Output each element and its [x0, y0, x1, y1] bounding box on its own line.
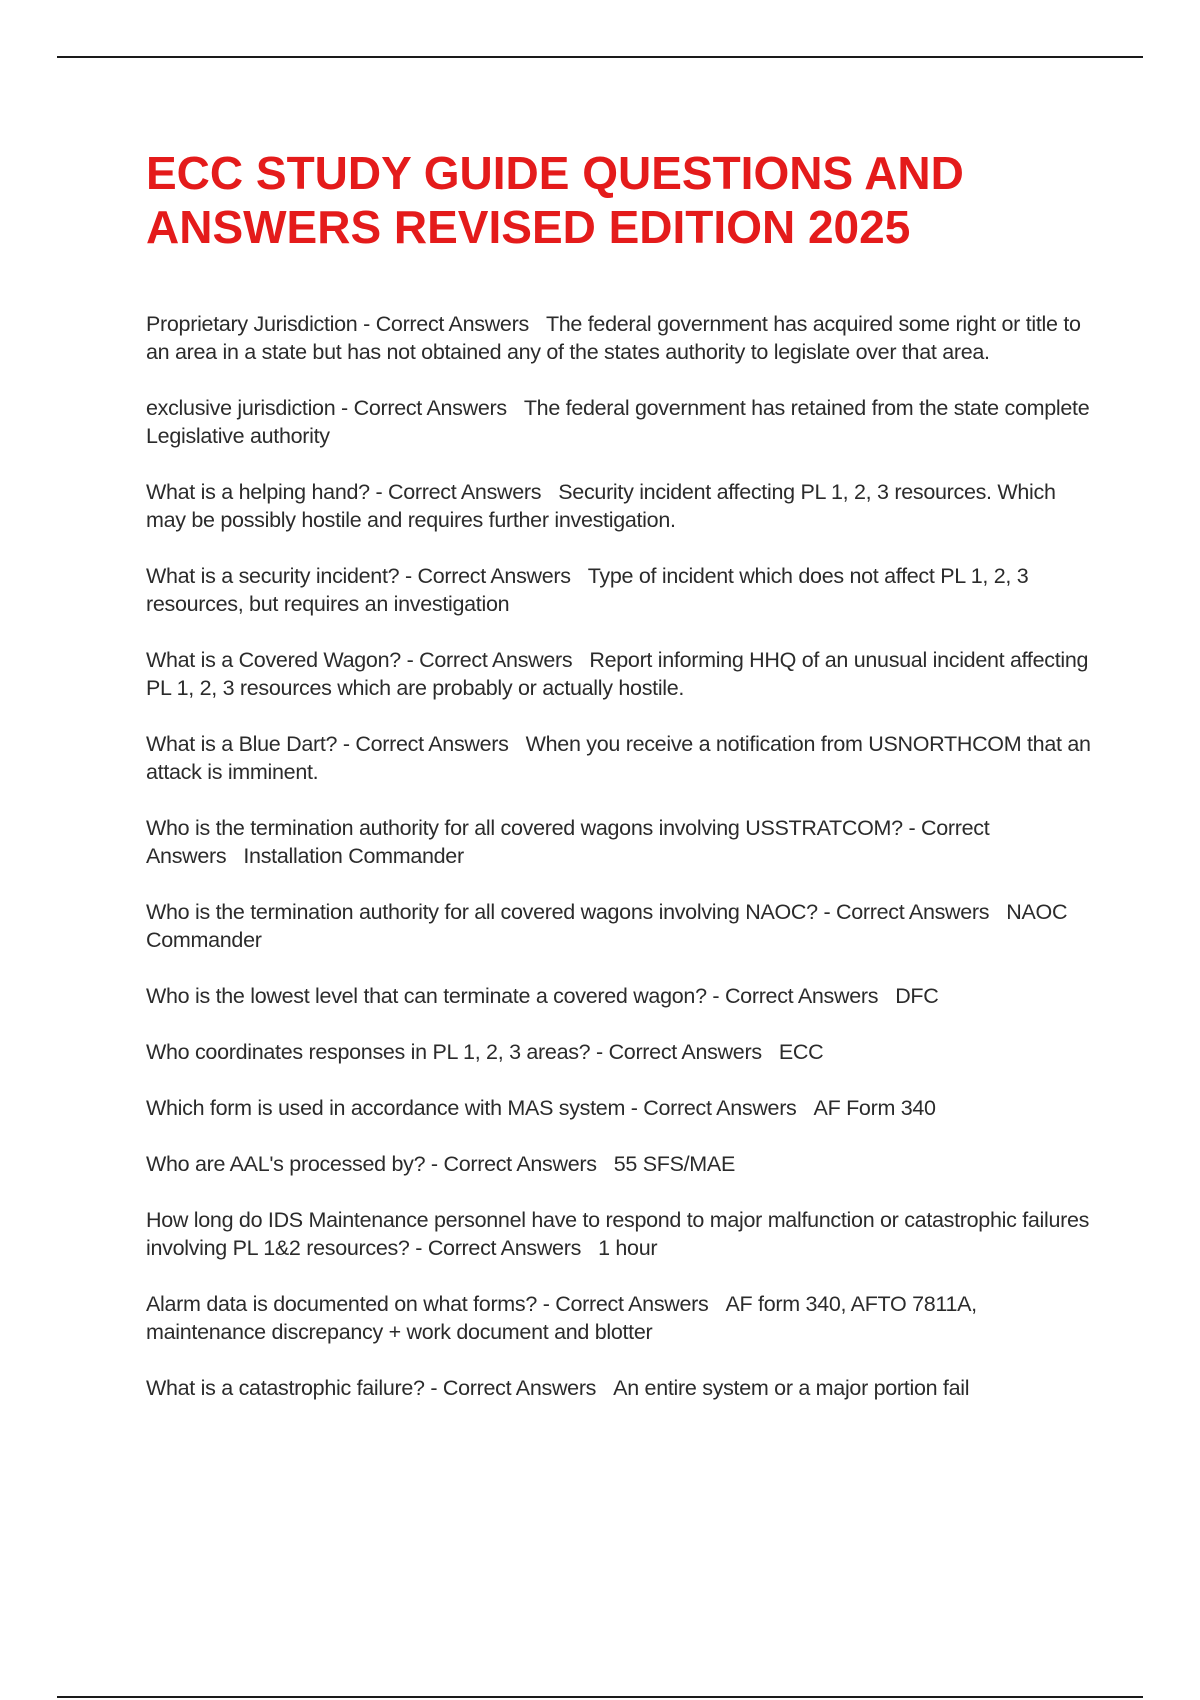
qa-answer: Type of incident which does not affect PL 1, 2, 3 resources, but requires an investigation	[146, 564, 1035, 616]
qa-question: exclusive jurisdiction	[146, 396, 336, 420]
qa-item	[146, 394, 1096, 450]
qa-answer: AF form 340, AFTO 7811A, maintenance discrepancy + work document and blotter	[146, 1292, 983, 1344]
qa-answer: Security incident affecting PL 1, 2, 3 resources. Which may be possibly hostile and requires further investigation.	[146, 480, 1062, 532]
qa-separator: -	[357, 312, 376, 336]
qa-separator: -	[424, 1376, 443, 1400]
qa-answer-label: Correct Answers	[555, 1292, 709, 1316]
qa-item	[146, 898, 1096, 954]
qa-answer-label: Correct Answers	[442, 1376, 597, 1400]
footer-rule	[57, 1696, 1143, 1698]
qa-answer-label: Correct Answers	[355, 732, 509, 756]
qa-list	[146, 310, 1096, 1402]
qa-answer-label: Correct Answers	[375, 312, 529, 336]
qa-separator: -	[369, 480, 389, 504]
qa-answer: Installation Commander	[243, 844, 464, 868]
qa-item	[146, 1150, 1096, 1178]
qa-item	[146, 730, 1096, 786]
qa-answer-label: Correct Answers	[643, 1096, 797, 1120]
qa-answer: An entire system or a major portion fail	[613, 1376, 970, 1400]
qa-answer-label: Correct Answers	[427, 1236, 582, 1260]
qa-item	[146, 562, 1096, 618]
qa-question: Who is the lowest level that can terminate a covered wagon?	[146, 984, 707, 1008]
qa-answer: The federal government has retained from the state complete Legislative authority	[146, 396, 1096, 448]
qa-answer: AF Form 340	[813, 1096, 936, 1120]
header-rule	[57, 56, 1143, 58]
qa-answer-label: Correct Answers	[419, 648, 573, 672]
qa-item	[146, 478, 1096, 534]
qa-answer-label: Correct Answers	[146, 816, 994, 868]
qa-separator: -	[335, 396, 354, 420]
qa-separator: -	[625, 1096, 644, 1120]
document-title: ECC STUDY GUIDE QUESTIONS AND ANSWERS REVISED EDITION 2025	[146, 147, 964, 253]
qa-answer: 1 hour	[598, 1236, 658, 1260]
qa-separator: -	[537, 1292, 556, 1316]
qa-answer: 55 SFS/MAE	[613, 1152, 735, 1176]
qa-question: Who coordinates responses in PL 1, 2, 3 areas?	[146, 1040, 591, 1064]
qa-question: What is a Blue Dart?	[146, 732, 338, 756]
qa-item	[146, 1094, 1096, 1122]
qa-question: Who is the termination authority for all covered wagons involving USSTRATCOM?	[146, 816, 903, 840]
qa-question: What is a Covered Wagon?	[146, 648, 401, 672]
qa-question: What is a helping hand?	[146, 480, 370, 504]
qa-item	[146, 310, 1096, 366]
qa-answer: ECC	[778, 1040, 824, 1064]
qa-answer: The federal government has acquired some right or title to an area in a state but has not obtained any of the states authority to legislate over that area.	[146, 312, 1087, 364]
qa-item	[146, 982, 1096, 1010]
qa-answer-label: Correct Answers	[724, 984, 879, 1008]
qa-question: What is a security incident?	[146, 564, 400, 588]
qa-answer: DFC	[895, 984, 939, 1008]
qa-question: What is a catastrophic failure?	[146, 1376, 425, 1400]
qa-separator: -	[400, 648, 420, 672]
qa-answer-label: Correct Answers	[417, 564, 571, 588]
qa-answer: Report informing HHQ of an unusual incident affecting PL 1, 2, 3 resources which are probably or actually hostile.	[146, 648, 1094, 700]
qa-separator: -	[817, 900, 837, 924]
qa-answer: When you receive a notification from USNORTHCOM that an attack is imminent.	[146, 732, 1097, 784]
qa-question: Who are AAL's processed by?	[146, 1152, 426, 1176]
qa-answer-label: Correct Answers	[836, 900, 990, 924]
qa-separator: -	[409, 1236, 428, 1260]
qa-item	[146, 1206, 1096, 1262]
qa-question: Proprietary Jurisdiction	[146, 312, 358, 336]
qa-question: Alarm data is documented on what forms?	[146, 1292, 538, 1316]
qa-answer-label: Correct Answers	[608, 1040, 762, 1064]
qa-answer-label: Correct Answers	[353, 396, 507, 420]
qa-separator: -	[706, 984, 725, 1008]
qa-question: Which form is used in accordance with MAS system	[146, 1096, 626, 1120]
qa-answer-label: Correct Answers	[443, 1152, 597, 1176]
qa-separator: -	[590, 1040, 609, 1064]
qa-item	[146, 1290, 1096, 1346]
qa-item	[146, 1374, 1096, 1402]
qa-question: Who is the termination authority for all covered wagons involving NAOC?	[146, 900, 818, 924]
qa-item	[146, 1038, 1096, 1066]
qa-item	[146, 814, 1096, 870]
qa-separator: -	[425, 1152, 444, 1176]
qa-item	[146, 646, 1096, 702]
qa-separator: -	[399, 564, 418, 588]
qa-answer-label: Correct Answers	[388, 480, 542, 504]
qa-answer: NAOC Commander	[146, 900, 1073, 952]
qa-question: How long do IDS Maintenance personnel have to respond to major malfunction or catastrophic failures involving PL 1&2 resources?	[146, 1208, 1095, 1260]
qa-separator: -	[902, 816, 922, 840]
qa-separator: -	[337, 732, 356, 756]
